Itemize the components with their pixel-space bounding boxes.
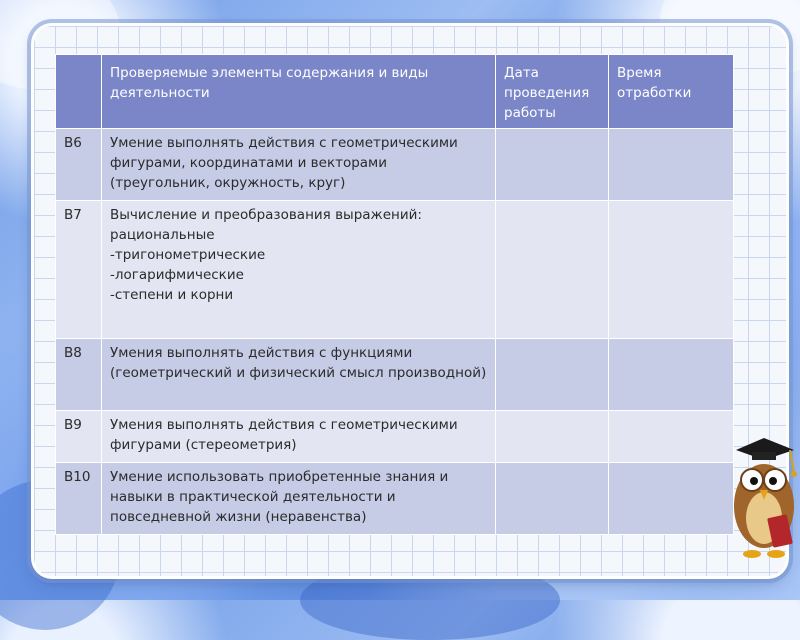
row-time [609,201,734,339]
table-row [56,201,734,339]
row-date [496,201,609,339]
row-content: Вычисление и преобразования выражений: рациональные -тригонометрические -логарифмические -степени и корни [102,201,496,339]
header-row [56,55,734,129]
table-row [56,129,734,201]
row-time [609,339,734,411]
header-code [56,55,102,129]
table-row [56,463,734,535]
table-row [56,339,734,411]
row-code: В10 [56,463,102,535]
row-time [609,463,734,535]
owl-mascot-icon [722,432,800,562]
row-code: В6 [56,129,102,201]
table-row [56,411,734,463]
row-date [496,129,609,201]
row-date [496,339,609,411]
row-content: Умение использовать приобретенные знания и навыки в практической деятельности и повседневной жизни (неравенства) [102,463,496,535]
header-time: Время отработки [609,55,734,129]
row-code: В7 [56,201,102,339]
row-content: Умение выполнять действия с геометрическими фигурами, координатами и векторами (треугольник, окружность, круг) [102,129,496,201]
row-code: В8 [56,339,102,411]
row-code: В9 [56,411,102,463]
row-time [609,129,734,201]
row-content: Умения выполнять действия с геометрическими фигурами (стереометрия) [102,411,496,463]
header-date: Дата проведения работы [496,55,609,129]
row-time [609,411,734,463]
row-date [496,411,609,463]
header-content: Проверяемые элементы содержания и виды деятельности [102,55,496,129]
row-date [496,463,609,535]
row-content: Умения выполнять действия с функциями (геометрический и физический смысл производной) [102,339,496,411]
topics-table [55,54,734,535]
